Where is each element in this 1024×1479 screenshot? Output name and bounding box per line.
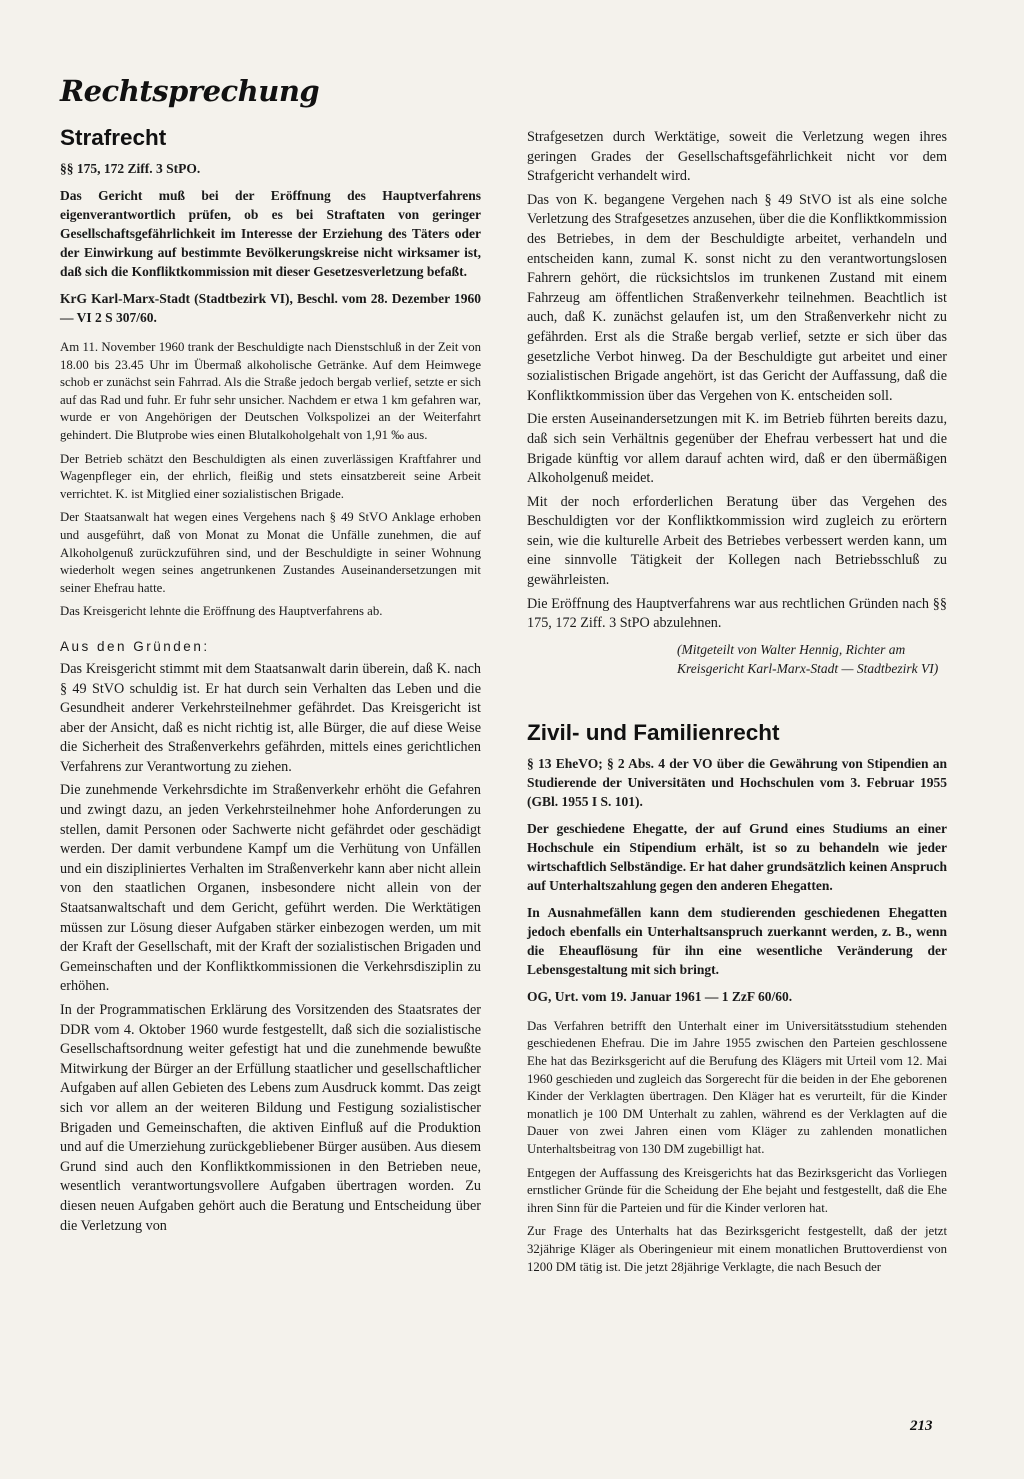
headnote: Das Gericht muß bei der Eröffnung des Hauptverfahrens eigenverantwortlich prüfen, ob es bei Straftaten von geringer Gesellschaftsgefährlichkeit im Interesse der Erziehung des Täters oder der Einwirkung auf bestimmte Bevölkerungskreise nicht wirksamer ist, daß sich die Konfliktkommission mit dieser Gesetzesverletzung befaßt. xyxy=(60,188,481,279)
reasons-paragraph: In der Programmatischen Erklärung des Vorsitzenden des Staatsrates der DDR vom 4. Oktober 1960 wurde festgestellt, daß sich die sozialistische Gesellschaftsordnung weiter gefestigt hat und die zunehmende bewußte Mitwirkung der Bürger an der Erfüllung staatlicher und gesellschaftlicher Aufgaben auf allen Gebieten des Lebens zum Ausdruck kommt. Das zeigt sich vor allem an der weiteren Bildung und Festigung sozialistischer Brigaden und Gemeinschaften, die aktiven Einfluß auf die Produktion und auf die Umerziehung zurückgebliebener Bürger ausüben. Aus diesem Grund sind auch den Konfliktkommissionen in den Betrieben neue, wesentlich verantwortungsvollere Aufgaben übertragen worden. Zu diesen neuen Aufgaben gehört auch die Beratung und Entscheidung über die Verletzung von xyxy=(60,1002,481,1234)
reasons-paragraph: Mit der noch erforderlichen Beratung über das Vergehen des Beschuldigten vor der Konfliktkommission wird zugleich zu erörtern sein, wie die kulturelle Arbeit des Betriebes verbessert werden kann, um eine sinnvolle Tätigkeit der Kollegen nach Betriebsschluß zu gewährleisten. xyxy=(527,493,947,589)
right-column xyxy=(527,128,947,1282)
reasons-paragraph: Die zunehmende Verkehrsdichte im Straßenverkehr erhöht die Gefahren und zwingt dazu, an jeden Verkehrsteilnehmer hohe Anforderungen zu stellen, damit Personen oder Sachwerte nicht gefährdet oder geschädigt werden. Der damit verbundene Kampf um die Verhütung von Unfällen und ein diszipliniertes Verhalten im Straßenverkehr kann aber nicht allein von den staatlichen Organen, insbesondere nicht allein von der Staatsanwaltschaft und dem Gericht, geführt werden. Die Werktätigen müssen zur Lösung dieser Aufgaben stärker einbezogen werden, um mit der Kraft der Gesellschaft, mit der Kraft der sozialistischen Brigaden und Gemeinschaften und der Konfliktkommissionen die Verkehrsdisziplin zu erhöhen. xyxy=(60,782,481,995)
headnote: In Ausnahmefällen kann dem studierenden geschiedenen Ehegatten jedoch ebenfalls ein Unterhaltsanspruch zuerkannt werden, z. B., wenn die Eheauflösung für ihn eine wesentliche Veränderung der Lebensgestaltung mit sich bringt. xyxy=(527,904,947,977)
reasons-paragraph: Die Eröffnung des Hauptverfahrens war aus rechtlichen Gründen nach §§ 175, 172 Ziff. 3 StPO abzulehnen. xyxy=(527,595,947,632)
facts-paragraph: Entgegen der Auffassung des Kreisgerichts hat das Bezirksgericht das Vorliegen ernstlicher Gründe für die Scheidung der Ehe bejaht und festgestellt, daß die Ehe ihren Sinn für die Parteien und für die Kinder verloren hat. xyxy=(527,1165,947,1215)
facts-paragraph: Zur Frage des Unterhalts hat das Bezirksgericht festgestellt, daß der jetzt 32jährige Kläger als Oberingenieur mit einem monatlichen Bruttoverdienst von 1200 DM tätig ist. Die jetzt 28jährige Verklagte, die nach Besuch der xyxy=(527,1224,947,1274)
section-title-strafrecht: Strafrecht xyxy=(60,125,167,150)
facts-paragraph: Das Verfahren betrifft den Unterhalt einer im Universitätsstudium stehenden geschiedenen Ehefrau. Die im Jahre 1955 zwischen den Parteien geschlossene Ehe hat das Bezirksgericht auf die Berufung des Klägers mit Urteil vom 12. Mai 1960 geschieden und zugleich das Sorgerecht für die beiden in der Ehe geborenen Kinder der Verklagten übertragen. Den Kläger hat es verurteilt, für die Kinder monatlich je 100 DM Unterhalt zu zahlen, während es der Verklagten auf die Dauer von zwei Jahren einen vom Kläger zu zahlenden monatlichen Unterhaltsbeitrag von 130 DM zugebilligt hat. xyxy=(527,1018,947,1156)
court-reference: KrG Karl-Marx-Stadt (Stadtbezirk VI), Beschl. vom 28. Dezember 1960 — VI 2 S 307/60. xyxy=(60,291,481,325)
statute-citation: §§ 175, 172 Ziff. 3 StPO. xyxy=(60,161,201,176)
left-column xyxy=(60,124,481,1240)
section-title-zivilrecht: Zivil- und Familienrecht xyxy=(527,719,780,745)
court-reference: OG, Urt. vom 19. Januar 1961 — 1 ZzF 60/60. xyxy=(527,988,793,1004)
reasons-heading: Aus den Gründen: xyxy=(60,638,210,654)
facts-paragraph: Der Betrieb schätzt den Beschuldigten als einen zuverlässigen Kraftfahrer und Wagenpfleger ein, der ehrlich, fleißig und stets einsatzbereit seine Arbeit verrichtet. K. ist Mitglied einer sozialistischen Brigade. xyxy=(60,451,481,501)
facts-paragraph: Der Staatsanwalt hat wegen eines Vergehens nach § 49 StVO Anklage erhoben und ausgeführt, daß von Monat zu Monat die Unfälle zunehmen, die auf Alkoholgenuß zurückzuführen sind, und der Beschuldigte in seiner Wohnung wiederholt wegen seines angetrunkenen Zustandes Auseinandersetzungen mit seiner Ehefrau hatte. xyxy=(60,510,481,595)
statute-citation: § 13 EheVO; § 2 Abs. 4 der VO über die Gewährung von Stipendien an Studierende der Universitäten und Hochschulen vom 3. Februar 1955 (GBl. 1955 I S. 101). xyxy=(527,755,947,809)
facts-paragraph: Am 11. November 1960 trank der Beschuldigte nach Dienstschluß in der Zeit von 18.00 bis 23.45 Uhr im Übermaß alkoholische Getränke. Auf dem Heimwege schob er zunächst sein Fahrrad. Als die Straße jedoch bergab verlief, setzte er sich auf das Rad und fuhr. Er fuhr sehr unsicher. Nachdem er etwa 1 km gefahren war, wurde er von Angehörigen der Deutschen Volkspolizei an der Weiterfahrt gehindert. Die Blutprobe wies einen Blutalkoholgehalt von 1,91 ‰ aus. xyxy=(60,340,481,442)
reasons-paragraph: Die ersten Auseinandersetzungen mit K. im Betrieb führten bereits dazu, daß sich sein Verhältnis gegenüber der Ehefrau verbessert hat und die Brigade künftig vor allem darauf achten wird, daß er den übermäßigen Alkoholgenuß meidet. xyxy=(527,411,947,487)
headnote: Der geschiedene Ehegatte, der auf Grund eines Studiums an einer Hochschule ein Stipendium erhält, ist so zu behandeln wie jeder wirtschaftlich Selbständige. Er hat daher grundsätzlich keinen Anspruch auf Unterhaltszahlung gegen den anderen Ehegatten. xyxy=(527,820,947,893)
reasons-paragraph: Das von K. begangene Vergehen nach § 49 StVO ist als eine solche Verletzung des Strafgesetzes anzusehen, über die die Konfliktkommission des Betriebes, in dem der Beschuldigte arbeitet, verhandeln und entscheiden kann, zumal K. sonst nicht zu den verantwortungslosen Fahrern gehört, die rücksichtslos im trunkenen Zustand mit einem Fahrzeug am öffentlichen Straßenverkehr teilnehmen. Beachtlich ist auch, daß K. zunächst gelaufen ist, um den Straßenverkehr nicht zu gefährden. Erst als die Straße bergab verlief, setzte er sich über das gesetzliche Verbot hinweg. Da der Beschuldigte gut arbeitet und einer sozialistischen Brigade angehört, ist das Gericht der Auffassung, daß die Konfliktkommission über das Vergehen von K. entscheiden soll. xyxy=(527,191,947,404)
page-number: 213 xyxy=(910,1418,933,1434)
reasons-paragraph: Das Kreisgericht stimmt mit dem Staatsanwalt darin überein, daß K. nach § 49 StVO schuldig ist. Er hat durch sein Verhalten das Leben und die Gesundheit anderer Verkehrsteilnehmer gefährdet. Das Kreisgericht ist aber der Ansicht, daß es nicht richtig ist, alle Bürger, die auf diese Weise die Sicherheit des Straßenverkehrs gefährden, mittels eines gerichtlichen Verfahrens zur Verantwortung zu ziehen. xyxy=(60,660,481,775)
attribution: (Mitgeteilt von Walter Hennig, Richter am Kreisgericht Karl-Marx-Stadt — Stadtbezirk VI) xyxy=(677,641,939,677)
facts-paragraph: Das Kreisgericht lehnte die Eröffnung des Hauptverfahrens ab. xyxy=(60,604,383,619)
page-title: Rechtsprechung xyxy=(60,74,320,108)
reasons-paragraph: Strafgesetzen durch Werktätige, soweit die Verletzung wegen ihres geringen Grades der Gesellschaftsgefährlichkeit nicht vor dem Strafgericht verhandelt wird. xyxy=(527,129,947,185)
